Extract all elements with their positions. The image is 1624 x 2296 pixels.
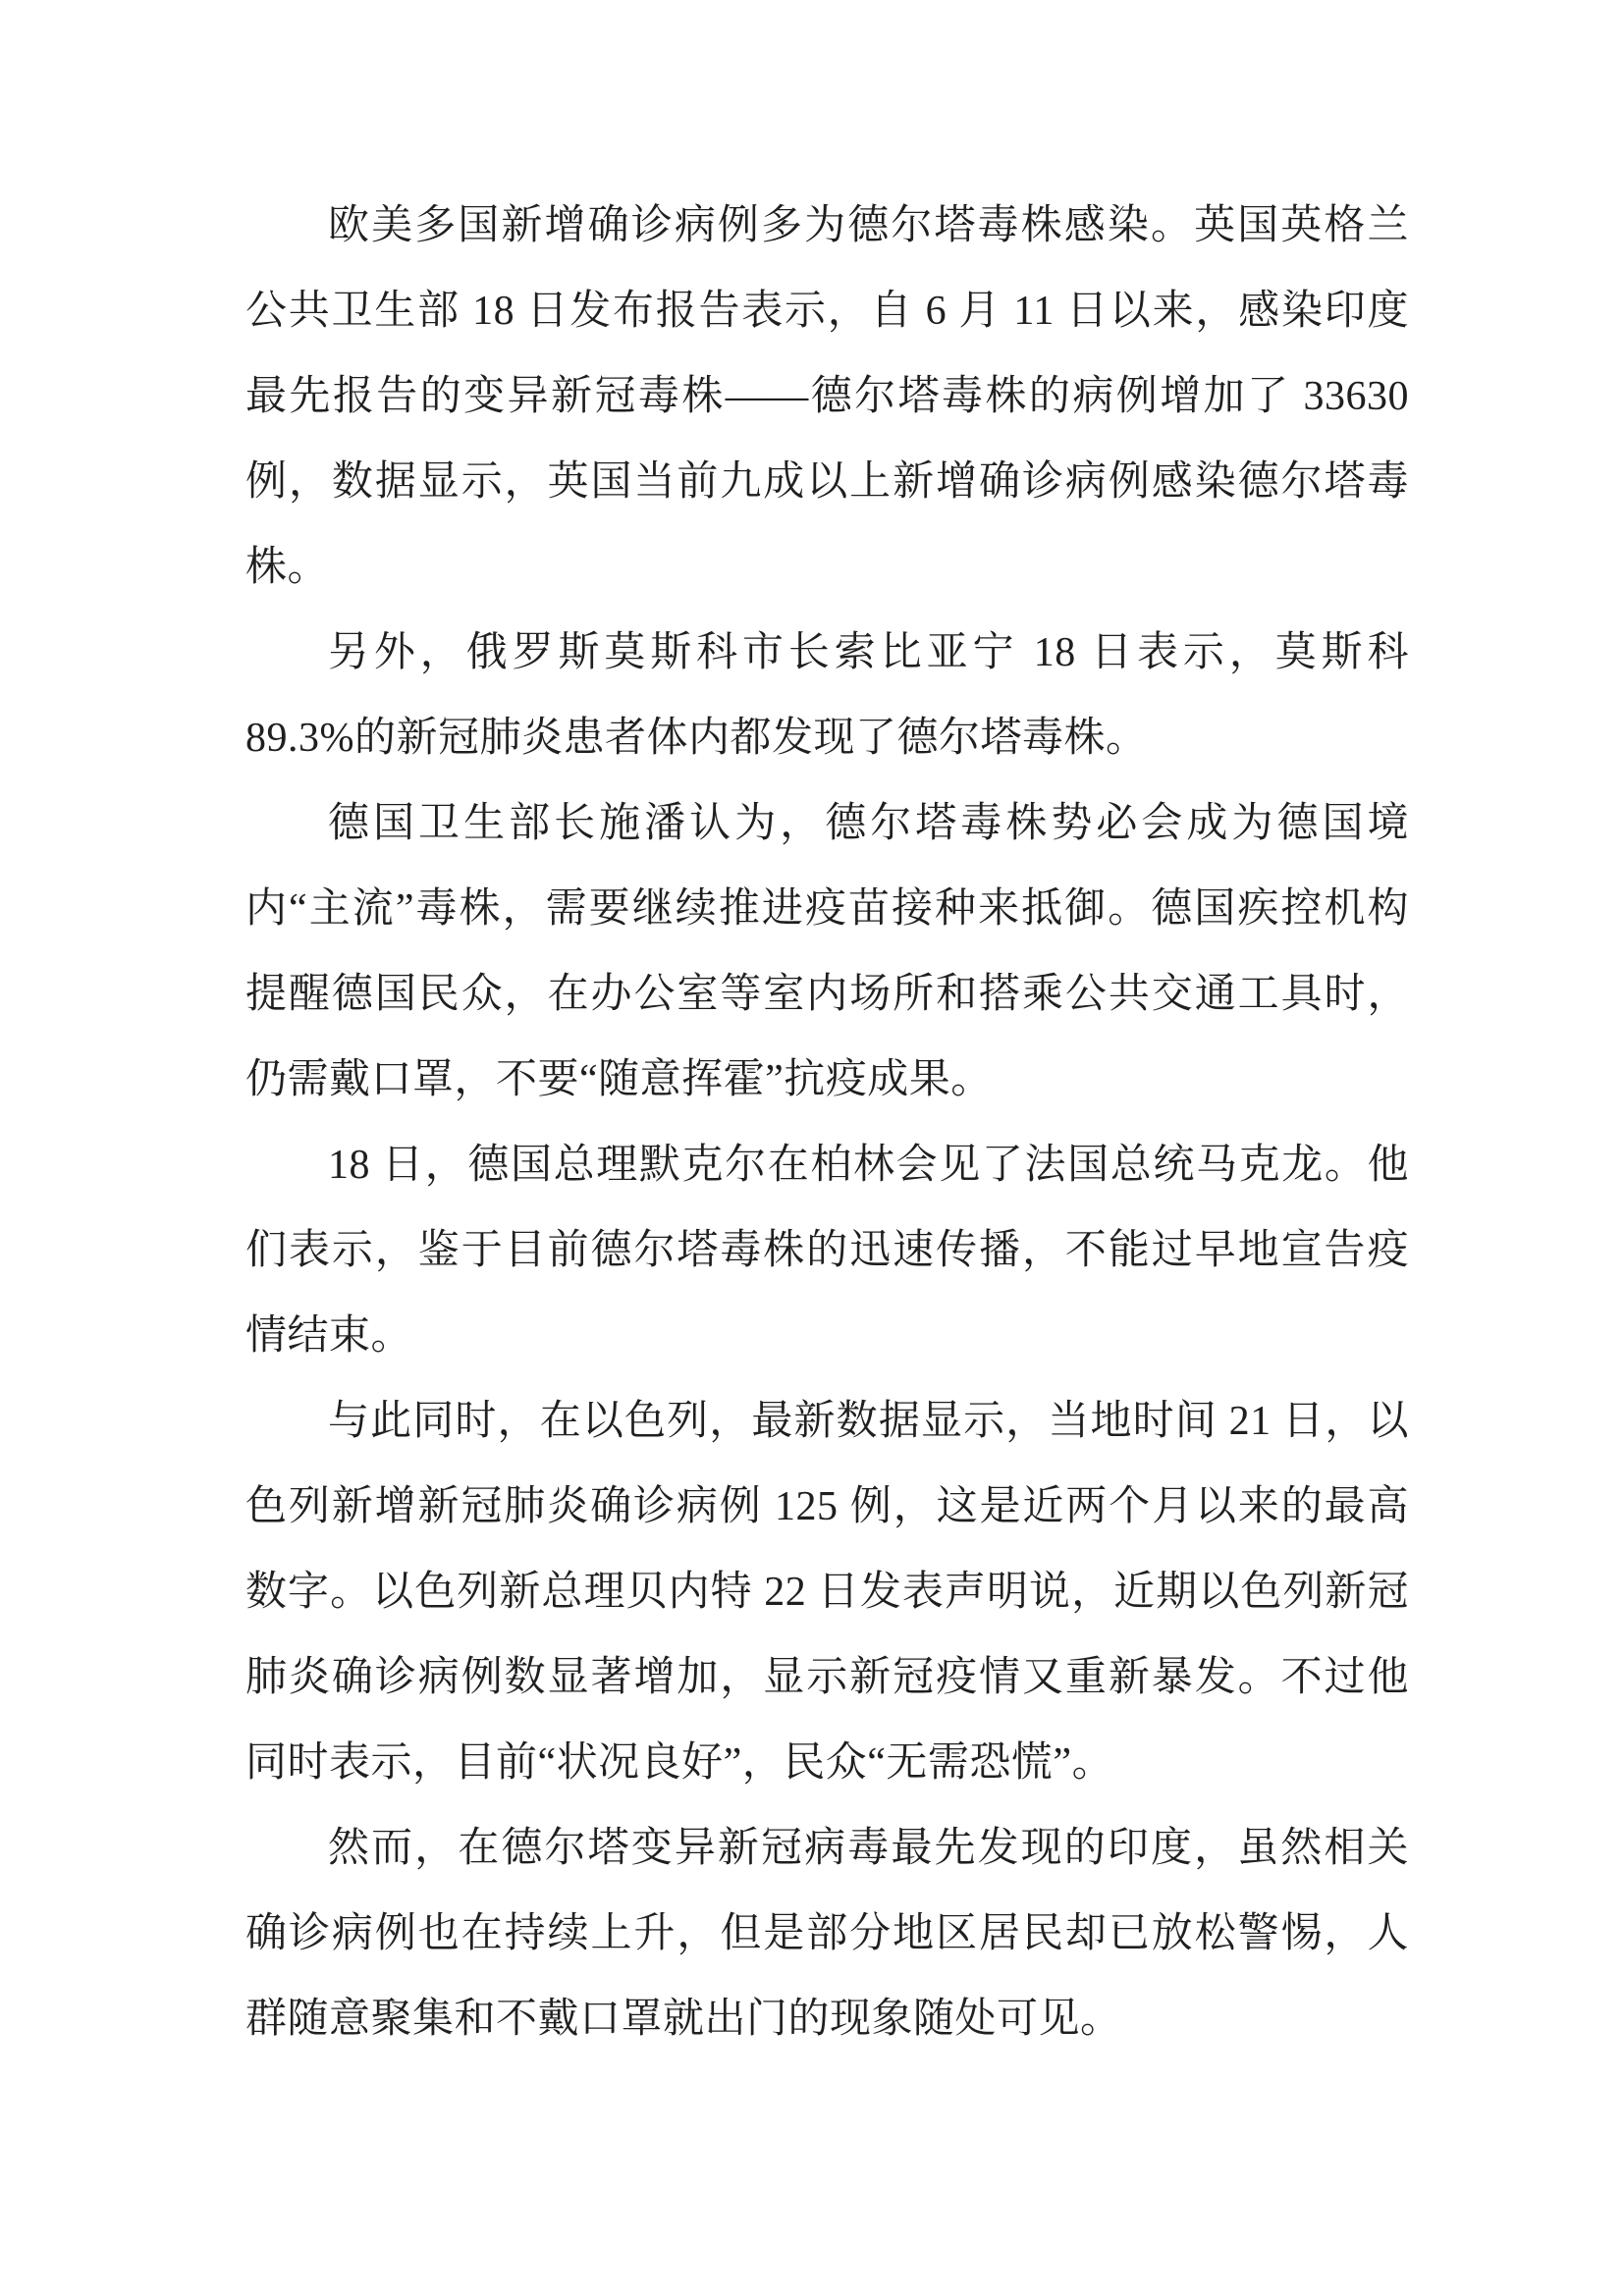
article-body xyxy=(245,184,1409,2062)
paragraph-2: 另外，俄罗斯莫斯科市长索比亚宁 18 日表示，莫斯科 89.3%的新冠肺炎患者体内都发现了德尔塔毒株。 xyxy=(245,630,1409,761)
paragraph-4: 18 日，德国总理默克尔在柏林会见了法国总统马克龙。他们表示，鉴于目前德尔塔毒株的迅速传播，不能过早地宣告疫情结束。 xyxy=(245,1143,1409,1359)
paragraph-1: 欧美多国新增确诊病例多为德尔塔毒株感染。英国英格兰公共卫生部 18 日发布报告表示，自 6 月 11 日以来，感染印度最先报告的变异新冠毒株——德尔塔毒株的病例增加了 33630 例，数据显示，英国当前九成以上新增确诊病例感染德尔塔毒株。 xyxy=(245,203,1409,590)
paragraph-3: 德国卫生部长施潘认为，德尔塔毒株势必会成为德国境内“主流”毒株，需要继续推进疫苗接种来抵御。德国疾控机构提醒德国民众，在办公室等室内场所和搭乘公共交通工具时，仍需戴口罩，不要“随意挥霍”抗疫成果。 xyxy=(245,801,1409,1102)
paragraph-5: 与此同时，在以色列，最新数据显示，当地时间 21 日，以色列新增新冠肺炎确诊病例 125 例，这是近两个月以来的最高数字。以色列新总理贝内特 22 日发表声明说，近期以色列新冠肺炎确诊病例数显著增加，显示新冠疫情又重新暴发。不过他同时表示，目前“状况良好”，民众“无需恐慌”。 xyxy=(245,1399,1409,1786)
paragraph-6: 然而，在德尔塔变异新冠病毒最先发现的印度，虽然相关确诊病例也在持续上升，但是部分地区居民却已放松警惕，人群随意聚集和不戴口罩就出门的现象随处可见。 xyxy=(245,1826,1409,2042)
